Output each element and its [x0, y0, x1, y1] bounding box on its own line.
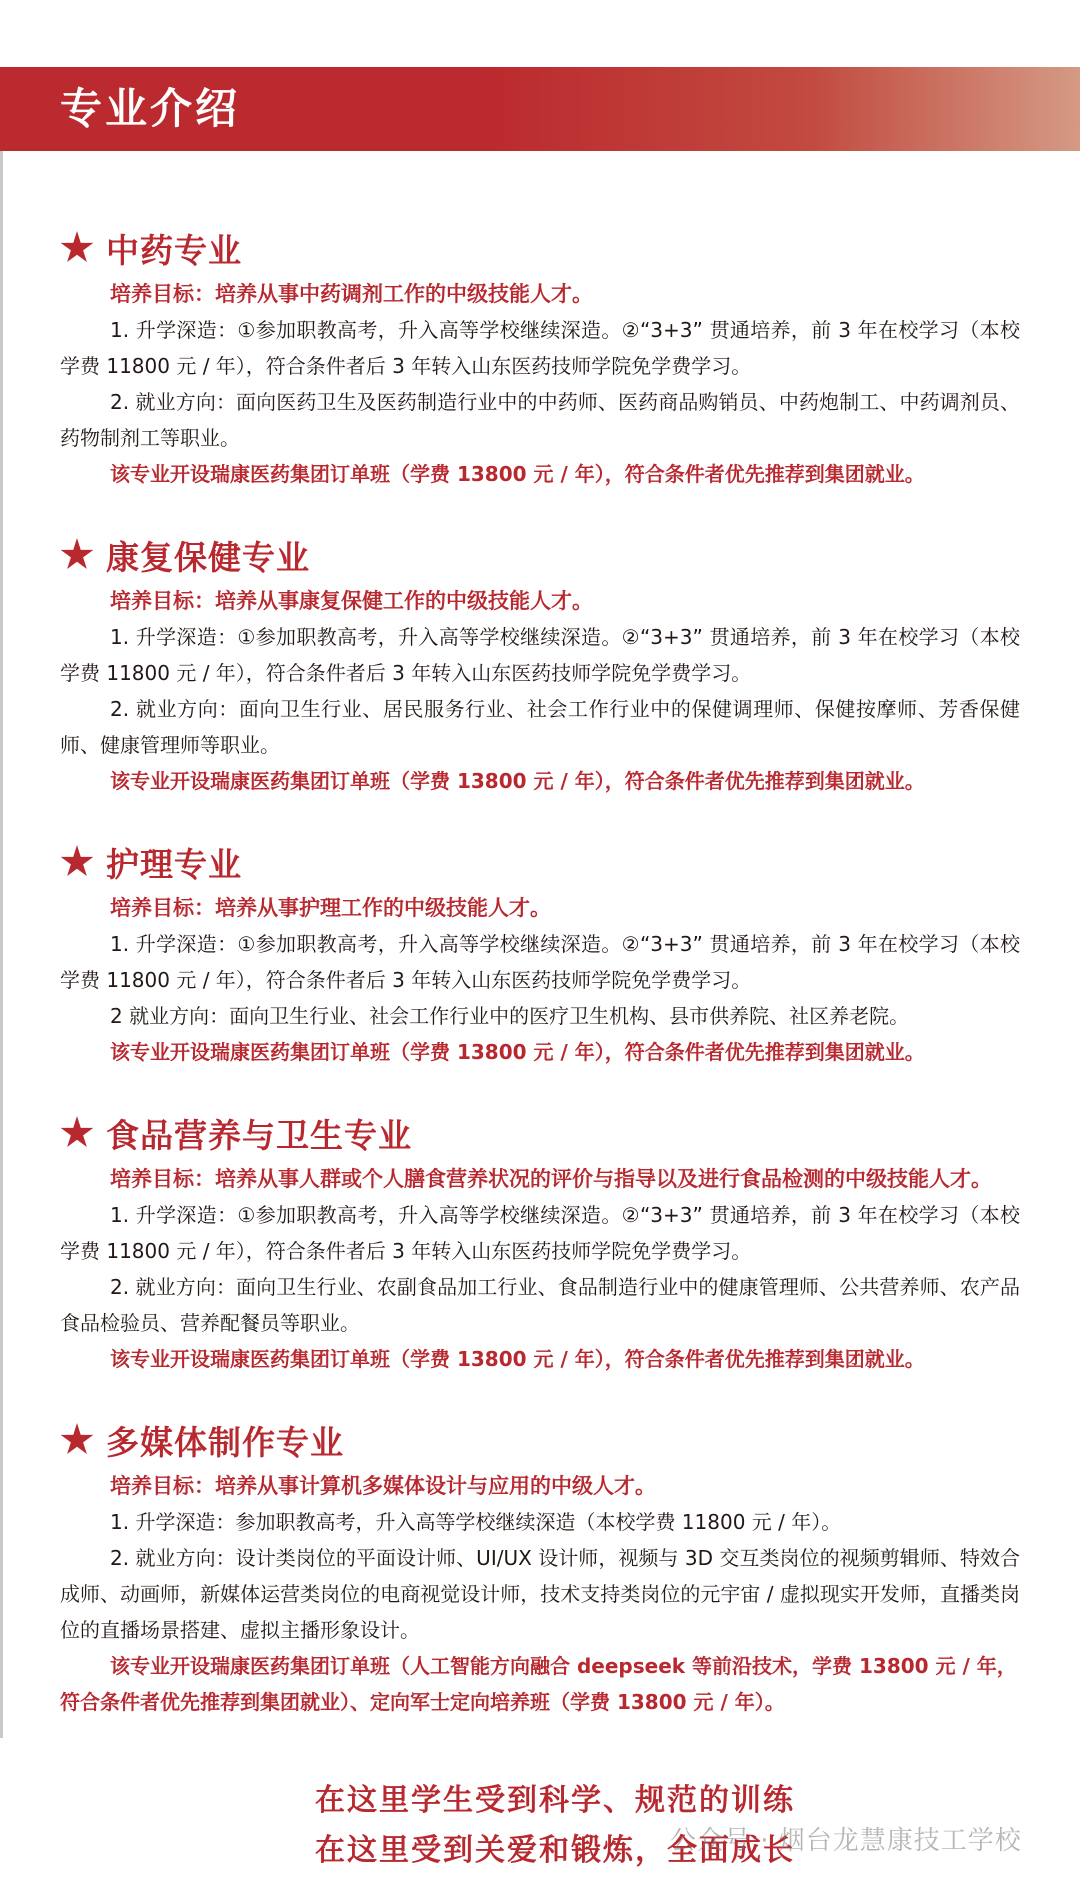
goal-label: 培养目标： [110, 1474, 215, 1498]
goal-text: 培养从事人群或个人膳食营养状况的评价与指导以及进行食品检测的中级技能人才。 [215, 1167, 992, 1191]
further-study-paragraph: 1. 升学深造：①参加职教高考，升入高等学校继续深造。②“3+3” 贯通培养，前 3 年在校学习（本校学费 11800 元 / 年），符合条件者后 3 年转入山东医药技师学院免学费学习。 [60, 1203, 1020, 1263]
star-icon [60, 845, 94, 879]
section-title: 多媒体制作专业 [106, 1422, 344, 1462]
slogan-line-2: 在这里受到关爱和锻炼，全面成长 [315, 1833, 795, 1868]
order-class-note: 该专业开设瑞康医药集团订单班（学费 13800 元 / 年），符合条件者优先推荐到集团就业。 [110, 462, 925, 486]
further-study-paragraph: 1. 升学深造：参加职教高考，升入高等学校继续深造（本校学费 11800 元 / 年）。 [110, 1510, 842, 1534]
star-icon [60, 538, 94, 572]
employment-paragraph: 2. 就业方向：面向卫生行业、农副食品加工行业、食品制造行业中的健康管理师、公共营养师、农产品食品检验员、营养配餐员等职业。 [60, 1275, 1020, 1335]
goal-label: 培养目标： [110, 589, 215, 613]
goal-label: 培养目标： [110, 282, 215, 306]
further-study-paragraph: 1. 升学深造：①参加职教高考，升入高等学校继续深造。②“3+3” 贯通培养，前 3 年在校学习（本校学费 11800 元 / 年），符合条件者后 3 年转入山东医药技师学院免学费学习。 [60, 625, 1020, 685]
major-list [60, 220, 1020, 1755]
left-divider [0, 151, 3, 1738]
section-heading [60, 1412, 1020, 1468]
section-heading [60, 834, 1020, 890]
major-section-food-nutrition [60, 1105, 1020, 1377]
section-heading [60, 527, 1020, 583]
page-title: 专业介绍 [60, 84, 241, 133]
goal-text: 培养从事计算机多媒体设计与应用的中级人才。 [215, 1474, 656, 1498]
major-section-nursing [60, 834, 1020, 1070]
employment-paragraph: 2. 就业方向：面向卫生行业、居民服务行业、社会工作行业中的保健调理师、保健按摩师、芳香保健师、健康管理师等职业。 [60, 697, 1020, 757]
section-heading [60, 220, 1020, 276]
goal-label: 培养目标： [110, 1167, 215, 1191]
further-study-paragraph: 1. 升学深造：①参加职教高考，升入高等学校继续深造。②“3+3” 贯通培养，前 3 年在校学习（本校学费 11800 元 / 年），符合条件者后 3 年转入山东医药技师学院免学费学习。 [60, 932, 1020, 992]
goal-text: 培养从事中药调剂工作的中级技能人才。 [215, 282, 593, 306]
major-section-tcm [60, 220, 1020, 492]
training-goal [60, 1468, 1020, 1504]
training-goal [60, 276, 1020, 312]
training-goal [60, 1161, 1020, 1197]
goal-label: 培养目标： [110, 896, 215, 920]
employment-paragraph: 2 就业方向：面向卫生行业、社会工作行业中的医疗卫生机构、县市供养院、社区养老院。 [110, 1004, 910, 1028]
order-class-note: 该专业开设瑞康医药集团订单班（学费 13800 元 / 年），符合条件者优先推荐到集团就业。 [110, 769, 925, 793]
section-title: 护理专业 [106, 844, 242, 884]
major-section-multimedia [60, 1412, 1020, 1720]
account-watermark: 公众号 · 烟台龙慧康技工学校 [670, 1826, 1022, 1856]
section-heading [60, 1105, 1020, 1161]
further-study-paragraph: 1. 升学深造：①参加职教高考，升入高等学校继续深造。②“3+3” 贯通培养，前 3 年在校学习（本校学费 11800 元 / 年），符合条件者后 3 年转入山东医药技师学院免学费学习。 [60, 318, 1020, 378]
goal-text: 培养从事护理工作的中级技能人才。 [215, 896, 551, 920]
header-banner [0, 67, 1080, 151]
employment-paragraph: 2. 就业方向：设计类岗位的平面设计师、UI/UX 设计师，视频与 3D 交互类岗位的视频剪辑师、特效合成师、动画师，新媒体运营类岗位的电商视觉设计师，技术支持类岗位的元宇宙 / 虚拟现实开发师，直播类岗位的直播场景搭建、虚拟主播形象设计。 [60, 1546, 1020, 1642]
star-icon [60, 1116, 94, 1150]
order-class-note: 该专业开设瑞康医药集团订单班（学费 13800 元 / 年），符合条件者优先推荐到集团就业。 [110, 1040, 925, 1064]
section-title: 中药专业 [106, 230, 242, 270]
major-section-rehab [60, 527, 1020, 799]
star-icon [60, 231, 94, 265]
order-class-note: 该专业开设瑞康医药集团订单班（学费 13800 元 / 年），符合条件者优先推荐到集团就业。 [110, 1347, 925, 1371]
goal-text: 培养从事康复保健工作的中级技能人才。 [215, 589, 593, 613]
section-title: 食品营养与卫生专业 [106, 1115, 412, 1155]
employment-paragraph: 2. 就业方向：面向医药卫生及医药制造行业中的中药师、医药商品购销员、中药炮制工、中药调剂员、药物制剂工等职业。 [60, 390, 1020, 450]
slogan-line-1: 在这里学生受到科学、规范的训练 [315, 1783, 795, 1818]
training-goal [60, 583, 1020, 619]
order-class-note: 该专业开设瑞康医药集团订单班（人工智能方向融合 deepseek 等前沿技术，学费 13800 元 / 年，符合条件者优先推荐到集团就业）、定向军士定向培养班（学费 13800 元 / 年）。 [60, 1654, 1017, 1714]
star-icon [60, 1423, 94, 1457]
section-title: 康复保健专业 [106, 537, 310, 577]
training-goal [60, 890, 1020, 926]
